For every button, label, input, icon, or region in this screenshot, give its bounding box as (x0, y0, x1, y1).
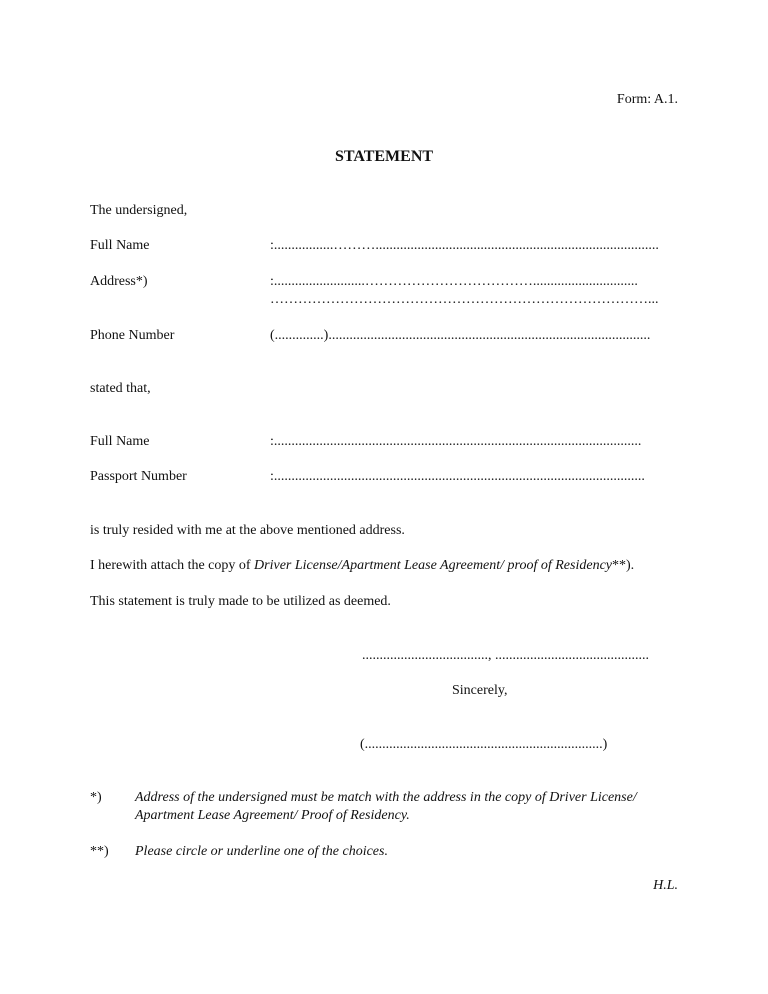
undersigned-full-name-field[interactable]: :.................………................................................................................. (270, 238, 659, 253)
attach-suffix: **). (612, 558, 635, 573)
attach-statement (90, 557, 634, 575)
signature-name-field[interactable]: (....................................................................) (360, 737, 608, 752)
intro-text: The undersigned, (90, 203, 188, 218)
undersigned-full-name-label: Full Name (90, 238, 150, 253)
footnote-mark-1: *) (90, 790, 102, 805)
form-code: Form: A.1. (616, 92, 678, 107)
footnote-1-line2: Apartment Lease Agreement/ Proof of Residency. (135, 808, 410, 823)
footnote-mark-2: **) (90, 844, 109, 859)
attach-prefix: I herewith attach the copy of (90, 558, 255, 573)
document-title: STATEMENT (334, 148, 434, 165)
phone-field[interactable]: (..............)............................................................................................ (270, 328, 651, 343)
address-field-line1[interactable]: :..........................……………………………….............................. (270, 274, 638, 289)
footnote-2-line1: Please circle or underline one of the choices. (135, 844, 388, 859)
resided-statement: is truly resided with me at the above mentioned address. (90, 523, 405, 538)
attach-choices: Driver License/Apartment Lease Agreement/ proof of Residency (254, 558, 613, 573)
closing-text: Sincerely, (452, 683, 508, 698)
utilized-statement: This statement is truly made to be utilized as deemed. (90, 594, 391, 609)
stated-that-text: stated that, (90, 381, 151, 396)
phone-label: Phone Number (90, 328, 175, 343)
initials: H.L. (653, 878, 678, 893)
resident-full-name-label: Full Name (90, 434, 150, 449)
passport-field[interactable]: :.......................................................................................................... (270, 469, 645, 484)
passport-label: Passport Number (90, 469, 187, 484)
place-date-field[interactable]: ...................................., ............................................ (362, 648, 649, 663)
footnote-1-line1: Address of the undersigned must be match with the address in the copy of Driver License/ (135, 790, 637, 805)
address-label: Address*) (90, 274, 148, 289)
address-field-line2[interactable]: ………………………………………………………………………... (270, 292, 659, 307)
resident-full-name-field[interactable]: :......................................................................................................... (270, 434, 642, 449)
